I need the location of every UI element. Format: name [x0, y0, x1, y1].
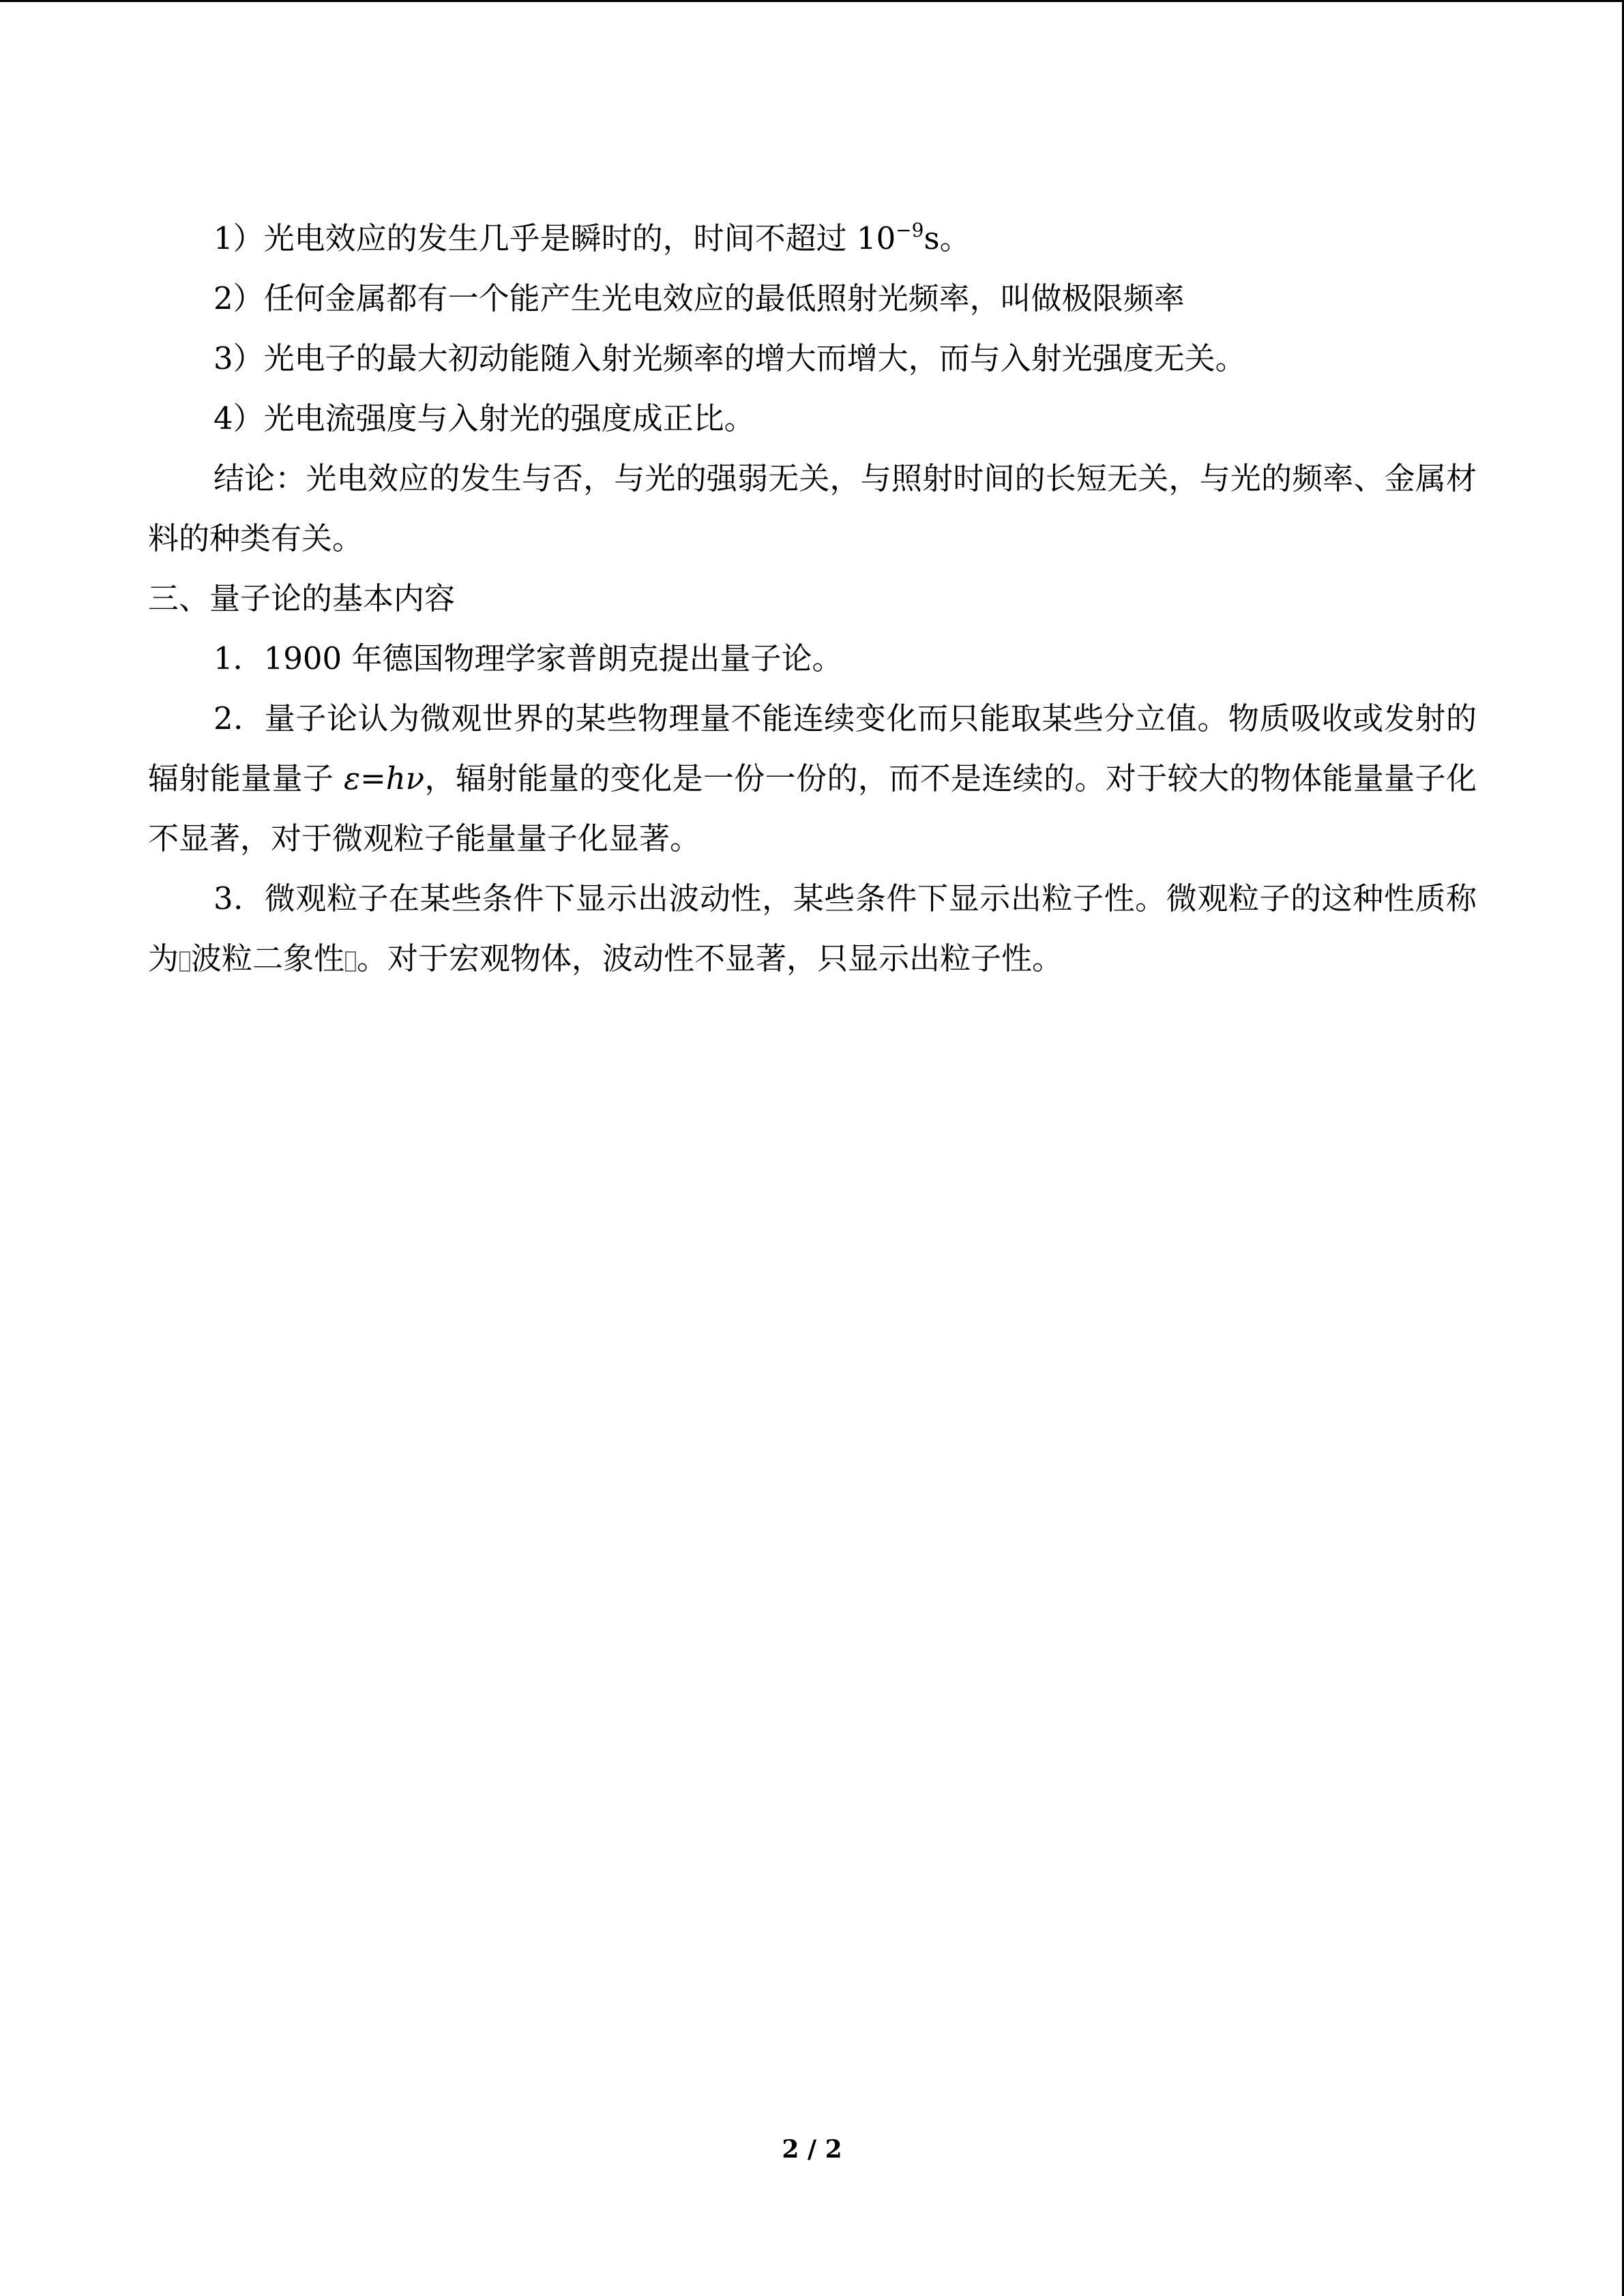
planck-formula: ε=hν — [343, 760, 425, 796]
item-1-exponent: −9 — [896, 219, 924, 241]
point-2 — [148, 689, 1477, 869]
point-3 — [148, 869, 1477, 989]
item-1-text: 1）光电效应的发生几乎是瞬时的，时间不超过 10 — [213, 220, 896, 256]
missing-glyph-icon — [345, 951, 356, 972]
page-number: 2 / 2 — [782, 2135, 842, 2164]
item-3: 3）光电子的最大初动能随入射光频率的增大而增大，而与入射光强度无关。 — [213, 340, 1246, 376]
missing-glyph-icon — [179, 951, 190, 972]
item-1-unit: s。 — [924, 220, 971, 256]
point-3-text-end: 。对于宏观物体，波动性不显著，只显示出粒子性。 — [357, 940, 1063, 976]
page-border-top — [0, 0, 1624, 2]
item-1 — [148, 209, 1477, 269]
duality-term: 波粒二象性 — [191, 940, 345, 976]
point-1: 1．1900 年德国物理学家普朗克提出量子论。 — [213, 640, 843, 676]
item-4: 4）光电流强度与入射光的强度成正比。 — [213, 400, 755, 436]
conclusion-paragraph: 结论：光电效应的发生与否，与光的强弱无关，与照射时间的长短无关，与光的频率、金属材料的种类有关。 — [148, 460, 1477, 556]
point-3-text-start: 3．微观粒子在某些条件下显示出波动性，某些条件下显示出粒子性。微观粒子的这种性质称为 — [148, 880, 1477, 976]
point-2-text-start: 2．量子论认为微观世界的某些物理量不能连续变化而只能取某些分立值。物质吸收或发射的辐射能量量子 — [148, 700, 1477, 796]
section-heading: 三、量子论的基本内容 — [148, 580, 456, 616]
item-2: 2）任何金属都有一个能产生光电效应的最低照射光频率，叫做极限频率 — [213, 280, 1185, 316]
document-body — [148, 209, 1477, 989]
point-2-text-end: ，辐射能量的变化是一份一份的，而不是连续的。对于较大的物体能量量子化不显著，对于微观粒子能量量子化显著。 — [148, 760, 1477, 856]
